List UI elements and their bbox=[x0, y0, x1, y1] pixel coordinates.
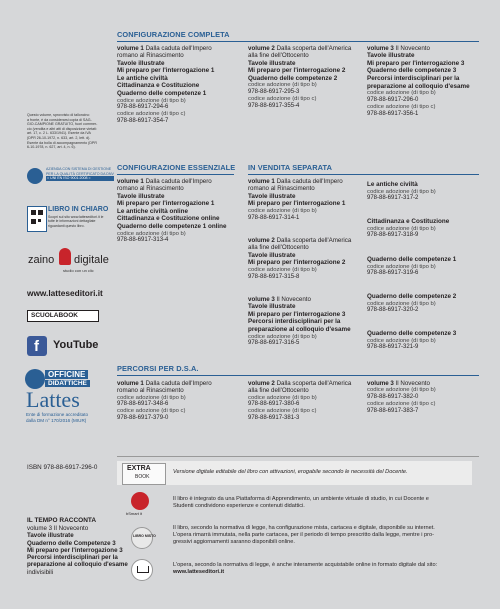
item: Tavole illustrate bbox=[248, 192, 296, 200]
item: Quaderno delle competenze 2 bbox=[367, 293, 457, 300]
tempo-title: IL TEMPO RACCONTA bbox=[27, 517, 97, 524]
item: Tavole illustrate bbox=[367, 52, 415, 60]
libro-in-chiaro-title: LIBRO IN CHIARO bbox=[48, 206, 109, 213]
code-label: codice adozione (di tipo b) bbox=[367, 300, 436, 307]
isbn-code: 978-88-6917-354-7 bbox=[117, 118, 169, 125]
cart-icon bbox=[131, 559, 153, 581]
isbn-code: 978-88-6917-319-6 bbox=[367, 270, 419, 277]
dsa-volume-3 bbox=[367, 380, 487, 415]
code-label: codice adozione (di tipo b) bbox=[248, 266, 317, 273]
website-link[interactable]: www.latteseditori.it bbox=[27, 288, 103, 298]
isbn-code: 978-88-6917-348-6 bbox=[117, 401, 169, 408]
vendita-extra-4 bbox=[367, 293, 492, 314]
legal-line: GIO-CAMPIONE GRATUITO, fuori commer- bbox=[27, 122, 98, 127]
completa-volume-1 bbox=[117, 45, 237, 125]
code-label: codice adozione (di tipo c) bbox=[248, 408, 317, 415]
tempo-line: indivisibili bbox=[27, 568, 54, 576]
legal-line: art. 17, c. 2 L. 633/1941). Esente da IVA bbox=[27, 131, 91, 136]
isbn-code: 978-88-6917-317-2 bbox=[367, 195, 419, 202]
tempo-line: volume 3 Il Novecento bbox=[27, 525, 89, 532]
isbn-code: 978-88-6917-315-8 bbox=[248, 273, 300, 280]
officine-text: OFFICINE bbox=[45, 370, 88, 379]
vendita-extra-3 bbox=[367, 256, 492, 277]
misto-text: Il libro, secondo la normativa di legge, ha configurazione mista, cartacea e digitale, disponibile su internet. bbox=[173, 525, 435, 531]
dsa-volume-2 bbox=[248, 380, 363, 422]
section-title-vendita: IN VENDITA SEPARATA bbox=[248, 163, 333, 172]
iso-text: PER LA QUALITÀ CERTIFICATO DA DNV bbox=[46, 171, 114, 176]
vendita-volume-1 bbox=[248, 178, 363, 222]
ente-text: Ente di formazione accreditato bbox=[26, 412, 89, 417]
code-label: codice adozione (di tipo b) bbox=[367, 188, 436, 195]
item: Quaderno delle competenze 1 bbox=[117, 89, 207, 97]
isbn-code: 978-88-6917-355-4 bbox=[248, 102, 300, 109]
volume-desc: Dalla caduta dell'Impero bbox=[145, 178, 212, 185]
legal-line: (DPR 26-10-1972, n. 633, art. 2, lett. d). bbox=[27, 135, 91, 140]
item: Tavole illustrate bbox=[117, 192, 165, 200]
section-title-completa: CONFIGURAZIONE COMPLETA bbox=[117, 30, 230, 39]
code-label: codice adozione (di tipo b) bbox=[117, 97, 186, 104]
volume-number: volume 2 bbox=[248, 380, 275, 387]
item: Cittadinanza e Costituzione bbox=[367, 218, 450, 225]
section-title-essenziale: CONFIGURAZIONE ESSENZIALE bbox=[117, 163, 236, 172]
code-label: codice adozione (di tipo c) bbox=[367, 401, 436, 408]
vendita-volume-3 bbox=[248, 296, 368, 347]
item: Tavole illustrate bbox=[248, 59, 296, 67]
scuolabook-logo[interactable] bbox=[27, 310, 99, 322]
isbn-code: 978-88-6917-316-5 bbox=[248, 340, 300, 347]
code-label: codice adozione (di tipo b) bbox=[248, 207, 317, 214]
isbn-code: 978-88-6917-296-0 bbox=[367, 97, 419, 104]
extra-book-logo bbox=[122, 463, 166, 485]
volume-number: volume 1 bbox=[117, 178, 144, 185]
divider bbox=[117, 41, 479, 42]
dsa-volume-1 bbox=[117, 380, 237, 422]
tempo-line: Mi preparo per l'interrogazione 3 bbox=[27, 546, 123, 554]
volume-number: volume 2 bbox=[248, 237, 275, 244]
digitale-text: digitale bbox=[74, 254, 109, 266]
isbn-code: 978-88-6917-383-7 bbox=[367, 407, 419, 414]
item: Mi preparo per l'interrogazione 1 bbox=[117, 67, 215, 75]
book-text: BOOK bbox=[135, 474, 150, 480]
volume-number: volume 2 bbox=[248, 45, 275, 52]
vendita-extra-1 bbox=[367, 181, 492, 202]
volume-desc: romano al Rinascimento bbox=[248, 185, 315, 193]
code-label: codice adozione (di tipo b) bbox=[248, 333, 317, 340]
item: Percorsi interdisciplinari per la bbox=[367, 75, 460, 83]
divider bbox=[117, 174, 234, 175]
legal-note bbox=[27, 113, 112, 150]
divider bbox=[117, 456, 479, 457]
bsmart-text: Il libro è integrato da una Piattaforma di Apprendimento, un ambiente virtuale di studio, in cui Docente e bbox=[173, 496, 429, 502]
volume-number: volume 1 bbox=[117, 380, 144, 387]
code-label: codice adozione (di tipo b) bbox=[248, 82, 317, 89]
volume-desc: Il Novecento bbox=[395, 45, 430, 52]
isbn-code: 978-88-6917-321-9 bbox=[367, 344, 419, 351]
code-label: codice adozione (di tipo c) bbox=[248, 96, 317, 103]
volume-desc: Dalla caduta dell'Impero bbox=[145, 45, 212, 52]
misto-text: L'opera rimarrà immutata, nella parte cartacea, per il periodo di tempo prescritto dalla legge, mentre i pro- bbox=[173, 532, 434, 538]
divider bbox=[117, 375, 479, 376]
code-label: codice adozione (di tipo c) bbox=[367, 104, 436, 111]
item: Mi preparo per l'interrogazione 3 bbox=[248, 310, 346, 318]
extra-text: EXTRA bbox=[127, 465, 151, 472]
volume-desc: Dalla scoperta dell'America bbox=[276, 237, 352, 244]
youtube-text: YouTube bbox=[53, 339, 99, 351]
bsmart-logo-text: bSmart it bbox=[126, 511, 143, 516]
code-label: codice adozione (di tipo c) bbox=[117, 111, 186, 118]
item: Quaderno delle competenze 1 bbox=[367, 256, 457, 263]
gear-icon bbox=[25, 369, 45, 389]
online-row bbox=[117, 559, 472, 583]
code-label: codice adozione (di tipo b) bbox=[367, 263, 436, 270]
bsmart-row bbox=[117, 492, 472, 518]
isbn-code: 978-88-6917-313-4 bbox=[117, 237, 169, 244]
libro-in-chiaro-logo bbox=[27, 206, 109, 232]
item: Cittadinanza e Costituzione online bbox=[117, 215, 220, 223]
item: preparazione al colloquio d'esame bbox=[367, 82, 470, 90]
legal-line: Esente da bolla di accompagnamento (DPR bbox=[27, 140, 97, 145]
item: Quaderno delle competenze 1 online bbox=[117, 222, 227, 230]
essenziale-volume-1 bbox=[117, 178, 242, 244]
isbn-code: 978-88-6917-314-1 bbox=[248, 214, 300, 221]
officine-didattiche-logo bbox=[25, 369, 110, 429]
item: Percorsi interdisciplinari per la bbox=[248, 318, 341, 326]
code-label: codice adozione (di tipo b) bbox=[248, 394, 317, 401]
isbn-code: 978-88-6917-294-6 bbox=[117, 104, 169, 111]
volume-number: volume 3 bbox=[367, 380, 394, 387]
zaino-digitale-logo bbox=[28, 248, 108, 278]
tempo-line: preparazione al colloquio d'esame bbox=[27, 561, 128, 569]
item: Mi preparo per l'interrogazione 2 bbox=[248, 259, 346, 267]
isbn-code: 978-88-6917-382-0 bbox=[367, 394, 419, 401]
item: Mi preparo per l'interrogazione 1 bbox=[117, 200, 215, 208]
volume-desc: romano al Rinascimento bbox=[117, 185, 184, 193]
ente-text: dalla DM n° 170/2016 (MIUR) bbox=[26, 417, 87, 423]
lattes-text: Lattes bbox=[26, 387, 80, 412]
bsmart-icon bbox=[131, 492, 149, 510]
tempo-line: Quaderno delle Competenze 3 bbox=[27, 539, 116, 547]
item: Tavole illustrate bbox=[117, 59, 165, 67]
tempo-line: Tavole illustrate bbox=[27, 532, 74, 540]
volume-number: volume 3 bbox=[367, 45, 394, 52]
vendita-extra-2 bbox=[367, 218, 492, 239]
item: Cittadinanza e Costituzione bbox=[117, 82, 200, 90]
completa-volume-2 bbox=[248, 45, 363, 110]
code-label: codice adozione (di tipo b) bbox=[117, 394, 186, 401]
scuolabook-text: SCUOLABOOK bbox=[31, 312, 78, 319]
item: Le antiche civiltà bbox=[367, 181, 418, 188]
libro-misto-icon bbox=[131, 527, 156, 549]
completa-volume-3 bbox=[367, 45, 492, 118]
vendita-extra-5 bbox=[367, 330, 492, 351]
tempo-line: Percorsi interdisciplinari per la bbox=[27, 554, 118, 562]
volume-desc: romano al Rinascimento bbox=[117, 387, 184, 395]
isbn-code: 978-88-6917-381-3 bbox=[248, 415, 300, 422]
volume-number: volume 1 bbox=[248, 178, 275, 185]
vendita-volume-2 bbox=[248, 237, 363, 281]
zaino-subtitle: studio con un clic bbox=[63, 268, 94, 273]
libro-chiaro-text: tutte le informazioni dettagliate bbox=[48, 219, 96, 224]
isbn-code: 978-88-6917-295-3 bbox=[248, 89, 300, 96]
dnv-icon bbox=[27, 168, 43, 184]
isbn-code: 978-88-6917-380-6 bbox=[248, 401, 300, 408]
backpack-icon bbox=[59, 248, 71, 265]
item: Mi preparo per l'interrogazione 1 bbox=[248, 200, 346, 208]
misto-text: gressivi aggiornamenti saranno disponibili online. bbox=[173, 539, 295, 545]
libro-chiaro-text: riguardanti questo libro. bbox=[48, 223, 85, 228]
isbn-main: ISBN 978-88-6917-296-0 bbox=[27, 464, 98, 471]
item: preparazione al colloquio d'esame bbox=[248, 326, 351, 334]
item: Mi preparo per l'interrogazione 3 bbox=[367, 59, 465, 67]
item: Quaderno delle competenze 3 bbox=[367, 67, 457, 75]
item: Le antiche civiltà online bbox=[117, 207, 189, 215]
code-label: codice adozione (di tipo b) bbox=[367, 90, 436, 97]
libro-misto-row bbox=[117, 525, 472, 553]
volume-desc: Dalla scoperta dell'America bbox=[276, 45, 352, 52]
bsmart-text: Studenti condividono esperienze e contenuti didattici. bbox=[173, 503, 305, 509]
code-label: codice adozione (di tipo b) bbox=[367, 337, 436, 344]
didattiche-text: DIDATTICHE bbox=[45, 380, 90, 387]
volume-desc: alla fine dell'Ottocento bbox=[248, 52, 309, 60]
libro-misto-text: LIBRO MISTO bbox=[133, 534, 156, 538]
code-label: codice adozione (di tipo b) bbox=[117, 230, 186, 237]
item: Quaderno delle competenze 2 bbox=[248, 74, 338, 82]
volume-desc: Il Novecento bbox=[395, 380, 430, 387]
libro-chiaro-text: Scopri sul sito www.latteseditori.it le bbox=[48, 215, 104, 219]
volume-desc: Il Novecento bbox=[276, 296, 311, 303]
isbn-code: 978-88-6917-320-2 bbox=[367, 307, 419, 314]
volume-desc: Dalla scoperta dell'America bbox=[276, 380, 352, 387]
isbn-code: 978-88-6917-379-0 bbox=[117, 415, 169, 422]
volume-desc: Dalla caduta dell'Impero bbox=[145, 380, 212, 387]
legal-line: 6-10-1978, n. 627, art. 4, n. 6). bbox=[27, 145, 76, 150]
volume-number: volume 3 bbox=[248, 296, 275, 303]
legal-line: a fronte, è da considerarsi copia di SAG- bbox=[27, 117, 92, 122]
divider bbox=[248, 174, 479, 175]
legal-line: cio (vendita e altri atti di disposizione vietati: bbox=[27, 126, 97, 131]
online-text: L'opera, secondo la normativa di legge, è anche interamente acquistabile online in formato digitale dal sito: bbox=[173, 562, 438, 568]
iso-certification-logo bbox=[27, 167, 114, 189]
zaino-text: zaino bbox=[28, 254, 55, 266]
iso-text: = UNI EN ISO 9001:2008 = bbox=[46, 176, 114, 181]
isbn-code: 978-88-6917-356-1 bbox=[367, 110, 419, 117]
volume-desc: alla fine dell'Ottocento bbox=[248, 244, 309, 252]
item: Mi preparo per l'interrogazione 2 bbox=[248, 67, 346, 75]
code-label: codice adozione (di tipo c) bbox=[117, 408, 186, 415]
section-title-dsa: PERCORSI PER D.S.A. bbox=[117, 364, 199, 373]
volume-desc: Dalla caduta dell'Impero bbox=[276, 178, 343, 185]
qr-code-icon bbox=[27, 206, 47, 232]
code-label: codice adozione (di tipo b) bbox=[367, 225, 436, 232]
iso-text: AZIENDA CON SISTEMA DI GESTIONE bbox=[46, 167, 112, 171]
code-label: codice adozione (di tipo b) bbox=[367, 387, 436, 394]
youtube-logo[interactable] bbox=[53, 336, 101, 356]
extra-book-description: Versione digitale editabile del libro con attivazioni, erogabile secondo le necessità del Docente. bbox=[173, 469, 408, 475]
isbn-code: 978-88-6917-318-9 bbox=[367, 232, 419, 239]
facebook-icon[interactable]: f bbox=[27, 336, 47, 356]
volume-desc: romano al Rinascimento bbox=[117, 52, 184, 60]
item: Quaderno delle competenze 3 bbox=[367, 330, 457, 337]
item: Tavole illustrate bbox=[248, 251, 296, 259]
extra-book-row bbox=[117, 461, 472, 485]
item: Tavole illustrate bbox=[248, 303, 296, 311]
volume-number: volume 1 bbox=[117, 45, 144, 52]
legal-line: Questo volume, sprovvisto di talloncino bbox=[27, 113, 90, 117]
item: Le antiche civiltà bbox=[117, 74, 168, 82]
volume-desc: alla fine dell'Ottocento bbox=[248, 387, 309, 395]
online-website-link[interactable]: www.latteseditori.it bbox=[173, 569, 225, 575]
